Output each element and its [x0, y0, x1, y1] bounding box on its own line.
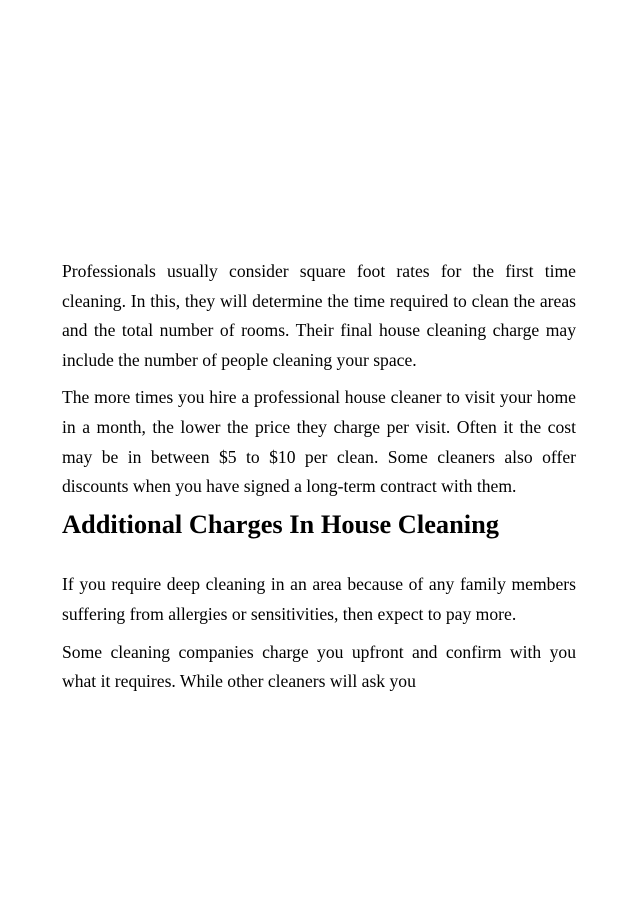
paragraph-visit-frequency: The more times you hire a professional house cleaner to visit your home in a month, the lower the price they charge per visit. Often it the cost may be in between $5 to $10 per clean. Some cleaners also offer discounts when you have signed a long-term contract with them.	[62, 387, 576, 497]
section-heading: Additional Charges In House Cleaning	[62, 508, 499, 539]
paragraph-square-foot-rates: Professionals usually consider square foot rates for the first time cleaning. In this, they will determine the time required to clean the areas and the total number of rooms. Their final house cleaning charge may include the number of people cleaning your space.	[62, 261, 576, 370]
document-body	[62, 257, 576, 705]
paragraph-upfront-charges: Some cleaning companies charge you upfront and confirm with you what it requires. While other cleaners will ask you	[62, 641, 576, 692]
paragraph-deep-cleaning: If you require deep cleaning in an area because of any family members suffering from allergies or sensitivities, then expect to pay more.	[62, 574, 576, 624]
